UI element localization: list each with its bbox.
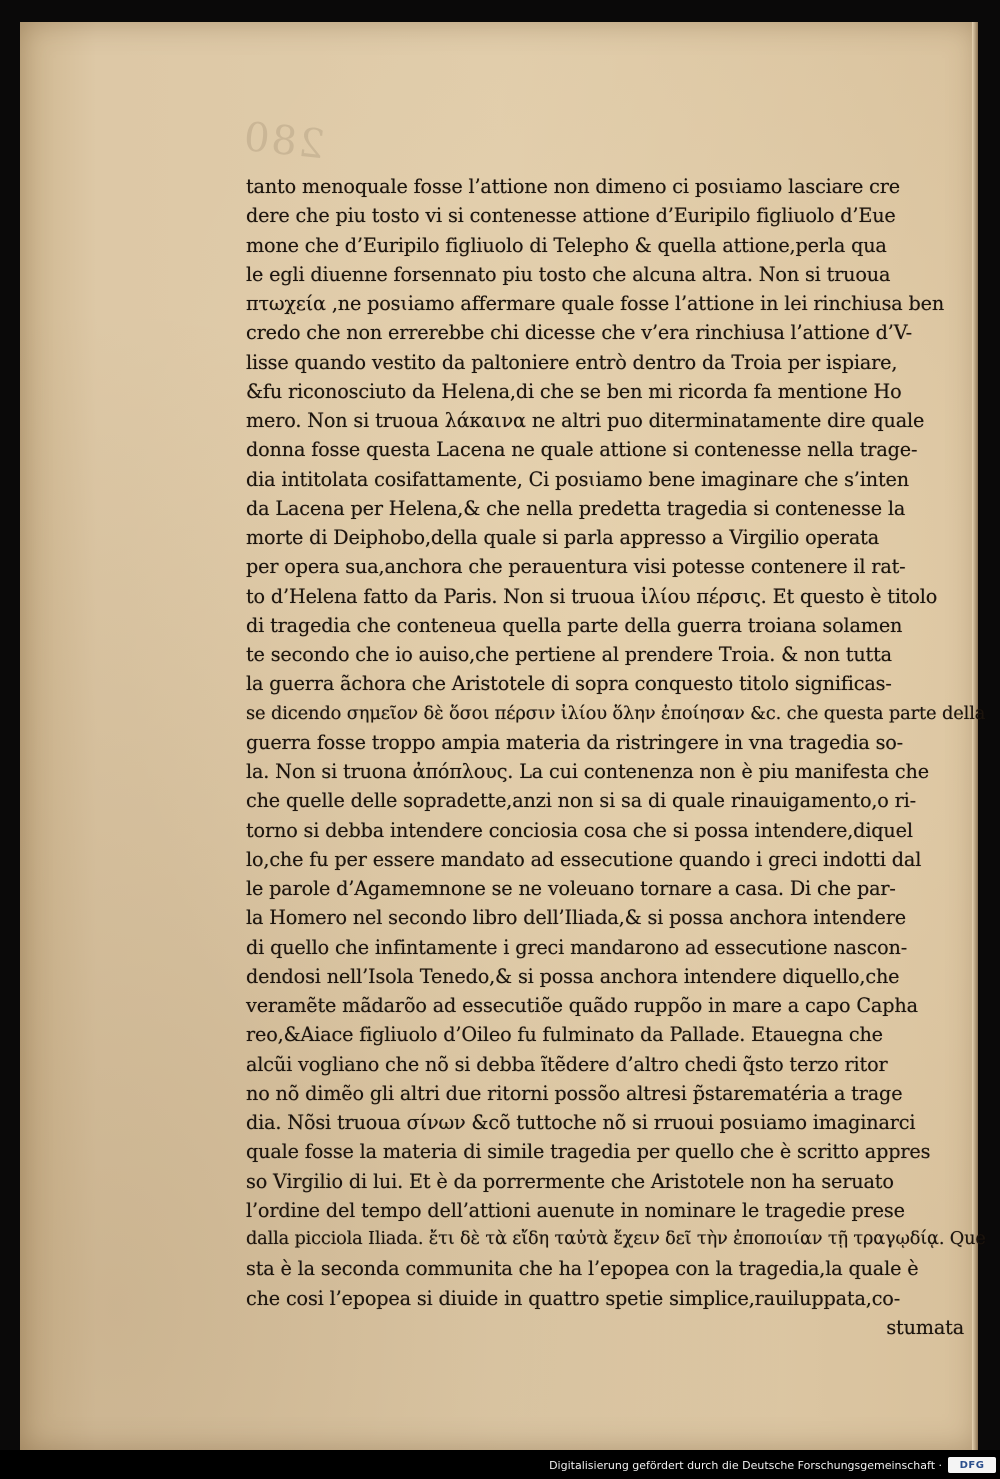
dfg-logo xyxy=(948,1457,996,1473)
text-line: di tragedia che conteneua quella parte della guerra troiana solamen xyxy=(246,613,903,637)
text-line: le egli diuenne forsennato piu tosto che alcuna altra. Non si truoua xyxy=(246,262,891,286)
text-line: dalla picciola Iliada. ἔτι δὲ τὰ εἴδη ταὐτὰ ἔχειν δεῖ τὴν ἐποποιίαν τῇ τραγῳδίᾳ. Que xyxy=(246,1229,986,1249)
text-line: mero. Non si truoua λάκαινα ne altri puo diterminatamente dire quale xyxy=(246,409,925,432)
text-line: dere che piu tosto vi si contenesse attione d’Euripilo figliuolo d’Eue xyxy=(246,204,896,228)
text-line: &fu riconosciuto da Helena,di che se ben mi ricorda fa mentione Ho xyxy=(246,379,902,403)
text-line: donna fosse questa Lacena ne quale attione si contenesse nella trage- xyxy=(246,438,918,462)
text-line: torno si debba intendere conciosia cosa che si possa intendere,diquel xyxy=(246,818,913,842)
text-line: reo,&Aiace figliuolo d’Oileo fu fulminato da Pallade. Etauegna che xyxy=(246,1023,883,1047)
text-line: te secondo che io auiso,che pertiene al prendere Troia. & non tutta xyxy=(246,643,892,666)
text-line: to d’Helena fatto da Paris. Non si truoua ἰλίου πέρσις. Et questo è titolo xyxy=(246,584,938,608)
bleed-through-mark: 280 xyxy=(239,113,327,169)
text-line: no nõ dimẽo gli altri due ritorni possõo altresi p̃starematéria a trage xyxy=(246,1081,903,1105)
text-line: lisse quando vestito da paltoniere entrò dentro da Troia per ispiare, xyxy=(246,350,898,374)
text-line: guerra fosse troppo ampia materia da ristringere in vna tragedia so- xyxy=(246,730,904,754)
text-line: sta è la seconda communita che ha l’epopea con la tragedia,la quale è xyxy=(246,1257,919,1281)
text-line: se dicendo σημεῖον δὲ ὅσοι πέρσιν ἰλίου ὅλην ἐποίησαν &c. che questa parte della xyxy=(246,702,986,724)
text-line: alcũi vogliano che nõ si debba ĩtẽdere d’altro chedi q̃sto terzo ritor xyxy=(246,1052,888,1076)
text-line: πτωχεία ,ne posɩiamo affermare quale fosse l’attione in lei rinchiusa ben xyxy=(246,292,945,315)
text-line: per opera sua,anchora che perauentura visi potesse contenere il rat- xyxy=(246,555,906,579)
text-line: credo che non errerebbe chi dicesse che v’era rinchiusa l’attione d’V- xyxy=(246,321,913,345)
book-page xyxy=(20,22,986,1450)
text-line: quale fosse la materia di simile tragedia per quello che è scritto appres xyxy=(246,1140,931,1164)
body-text xyxy=(246,172,986,1342)
text-line: dia intitolata cosifattamente, Ci posɩiamo bene imaginare che s’inten xyxy=(246,467,909,491)
text-line: la guerra ãchora che Aristotele di sopra conquesto titolo significas- xyxy=(246,672,892,696)
dfg-logo-text: DFG xyxy=(959,1459,985,1471)
text-line: la Homero nel secondo libro dell’Iliada,& si possa anchora intendere xyxy=(246,906,906,930)
text-line: la. Non si truona ἀπόπλους. La cui contenenza non è piu manifesta che xyxy=(246,760,929,783)
text-line: dendosi nell’Isola Tenedo,& si possa anchora intendere diquello,che xyxy=(246,964,900,988)
text-line: che cosi l’epopea si diuide in quattro spetie simplice,rauiluppata,co- xyxy=(246,1286,901,1310)
text-line: da Lacena per Helena,& che nella predetta tragedia si contenesse la xyxy=(246,496,906,520)
text-line: le parole d’Agamemnone se ne voleuano tornare a casa. Di che par- xyxy=(246,877,896,900)
text-line: di quello che infintamente i greci mandarono ad essecutione nascon- xyxy=(246,935,908,959)
text-line: mone che d’Euripilo figliuolo di Telepho & quella attione,perla qua xyxy=(246,233,887,257)
text-line: dia. Nõsi truoua σίνων &cõ tuttoche nõ si rruoui posɩiamo imaginarci xyxy=(246,1111,916,1134)
text-line: morte di Deiphobo,della quale si parla appresso a Virgilio operata xyxy=(246,526,880,549)
text-line: tanto menoquale fosse l’attione non dimeno ci posɩiamo lasciare cre xyxy=(246,175,900,198)
text-line: stumata xyxy=(886,1315,964,1339)
text-line: lo,che fu per essere mandato ad essecutione quando i greci indotti dal xyxy=(246,847,922,871)
text-line: so Virgilio di lui. Et è da porrermente che Aristotele non ha seruato xyxy=(246,1169,894,1193)
text-line: che quelle delle sopradette,anzi non si sa di quale rinauigamento,o ri- xyxy=(246,789,917,813)
footer-bar xyxy=(0,1450,1000,1479)
text-line: veramẽte mãdarõo ad essecutiõe quãdo ruppõo in mare a capo Capha xyxy=(246,994,918,1017)
text-line: l’ordine del tempo dell’attioni auenute in nominare le tragedie prese xyxy=(246,1198,905,1222)
footer-credit: Digitalisierung gefördert durch die Deutsche Forschungsgemeinschaft · xyxy=(549,1459,942,1472)
